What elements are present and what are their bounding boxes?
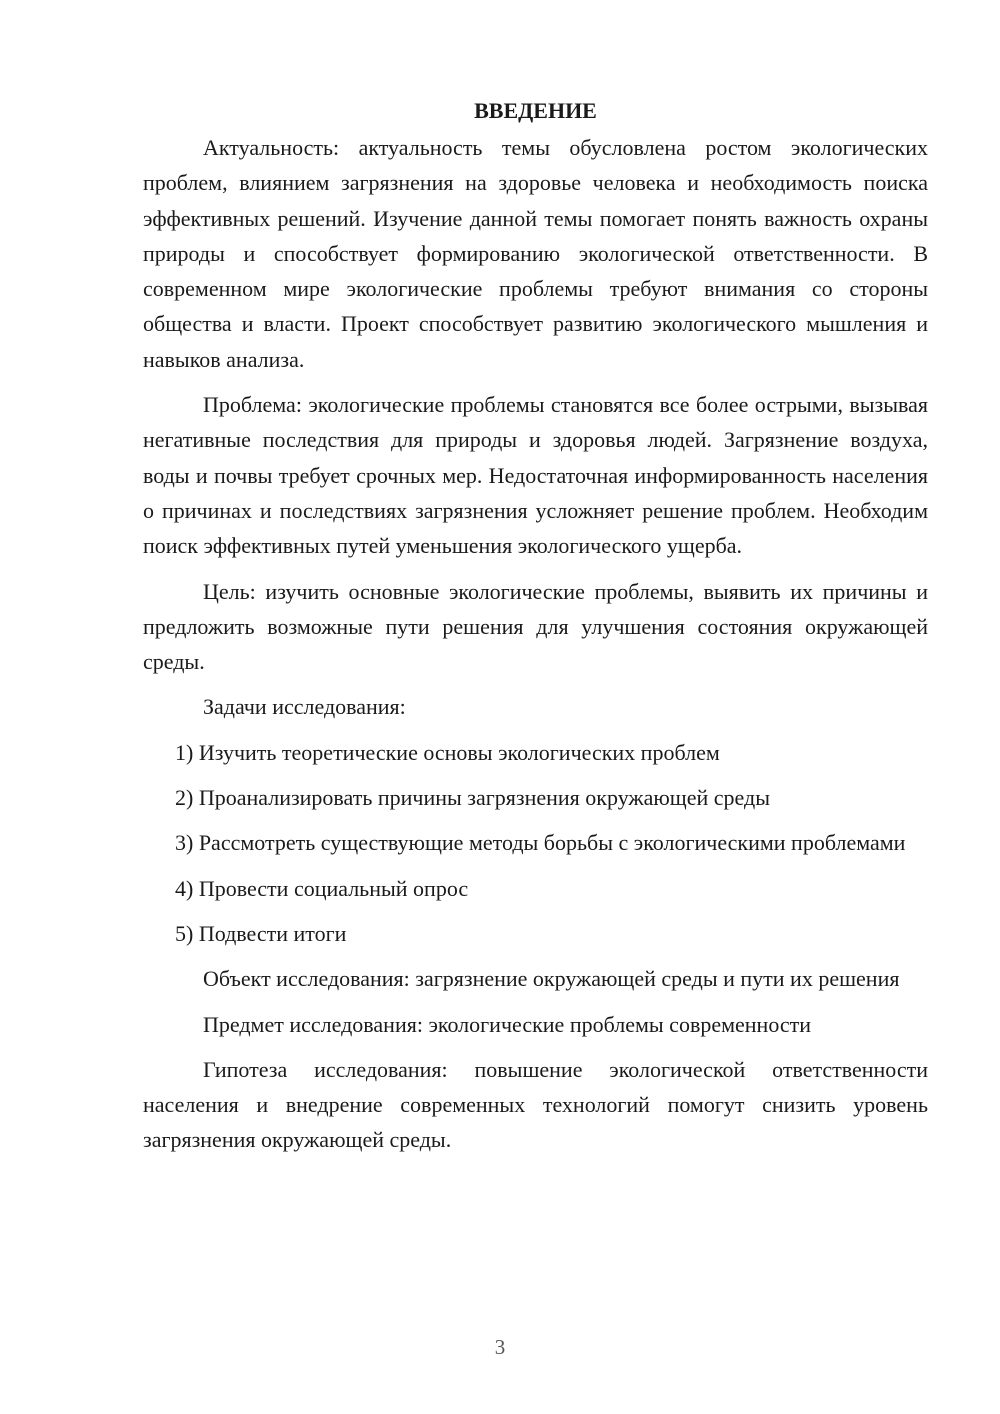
paragraph-goal: Цель: изучить основные экологические проблемы, выявить их причины и предложить возможные пути решения для улучшения состояния окружающей среды.	[143, 578, 928, 675]
paragraph-tasks-heading: Задачи исследования:	[203, 694, 406, 720]
paragraph-hypothesis: Гипотеза исследования: повышение экологической ответственности населения и внедрение современных технологий помогут снизить уровень загрязнения окружающей среды.	[143, 1056, 928, 1153]
list-item-task-3: 3) Рассмотреть существующие методы борьбы с экологическими проблемами	[175, 830, 906, 856]
paragraph-relevance: Актуальность: актуальность темы обусловлена ростом экологических проблем, влиянием загрязнения на здоровье человека и необходимость поиска эффективных решений. Изучение данной темы помогает понять важность охраны природы и способствует формированию экологической ответственности. В современном мире экологические проблемы требуют внимания со стороны общества и власти. Проект способствует развитию экологического мышления и навыков анализа.	[143, 135, 928, 372]
document-page	[143, 96, 928, 1168]
paragraph-subject: Предмет исследования: экологические проблемы современности	[203, 1011, 812, 1037]
list-item-task-1: 1) Изучить теоретические основы экологических проблем	[175, 739, 720, 765]
paragraph-problem: Проблема: экологические проблемы становятся все более острыми, вызывая негативные последствия для природы и здоровья людей. Загрязнение воздуха, воды и почвы требует срочных мер. Недостаточная информированность населения о причинах и последствиях загрязнения усложняет решение проблем. Необходим поиск эффективных путей уменьшения экологического ущерба.	[143, 392, 928, 559]
list-item-task-2: 2) Проанализировать причины загрязнения окружающей среды	[175, 785, 770, 811]
list-item-task-4: 4) Провести социальный опрос	[175, 875, 469, 901]
page-title: ВВЕДЕНИЕ	[474, 98, 597, 123]
paragraph-object: Объект исследования: загрязнение окружающей среды и пути их решения	[203, 966, 900, 992]
page-number: 3	[494, 1335, 506, 1359]
list-item-task-5: 5) Подвести итоги	[175, 920, 347, 946]
